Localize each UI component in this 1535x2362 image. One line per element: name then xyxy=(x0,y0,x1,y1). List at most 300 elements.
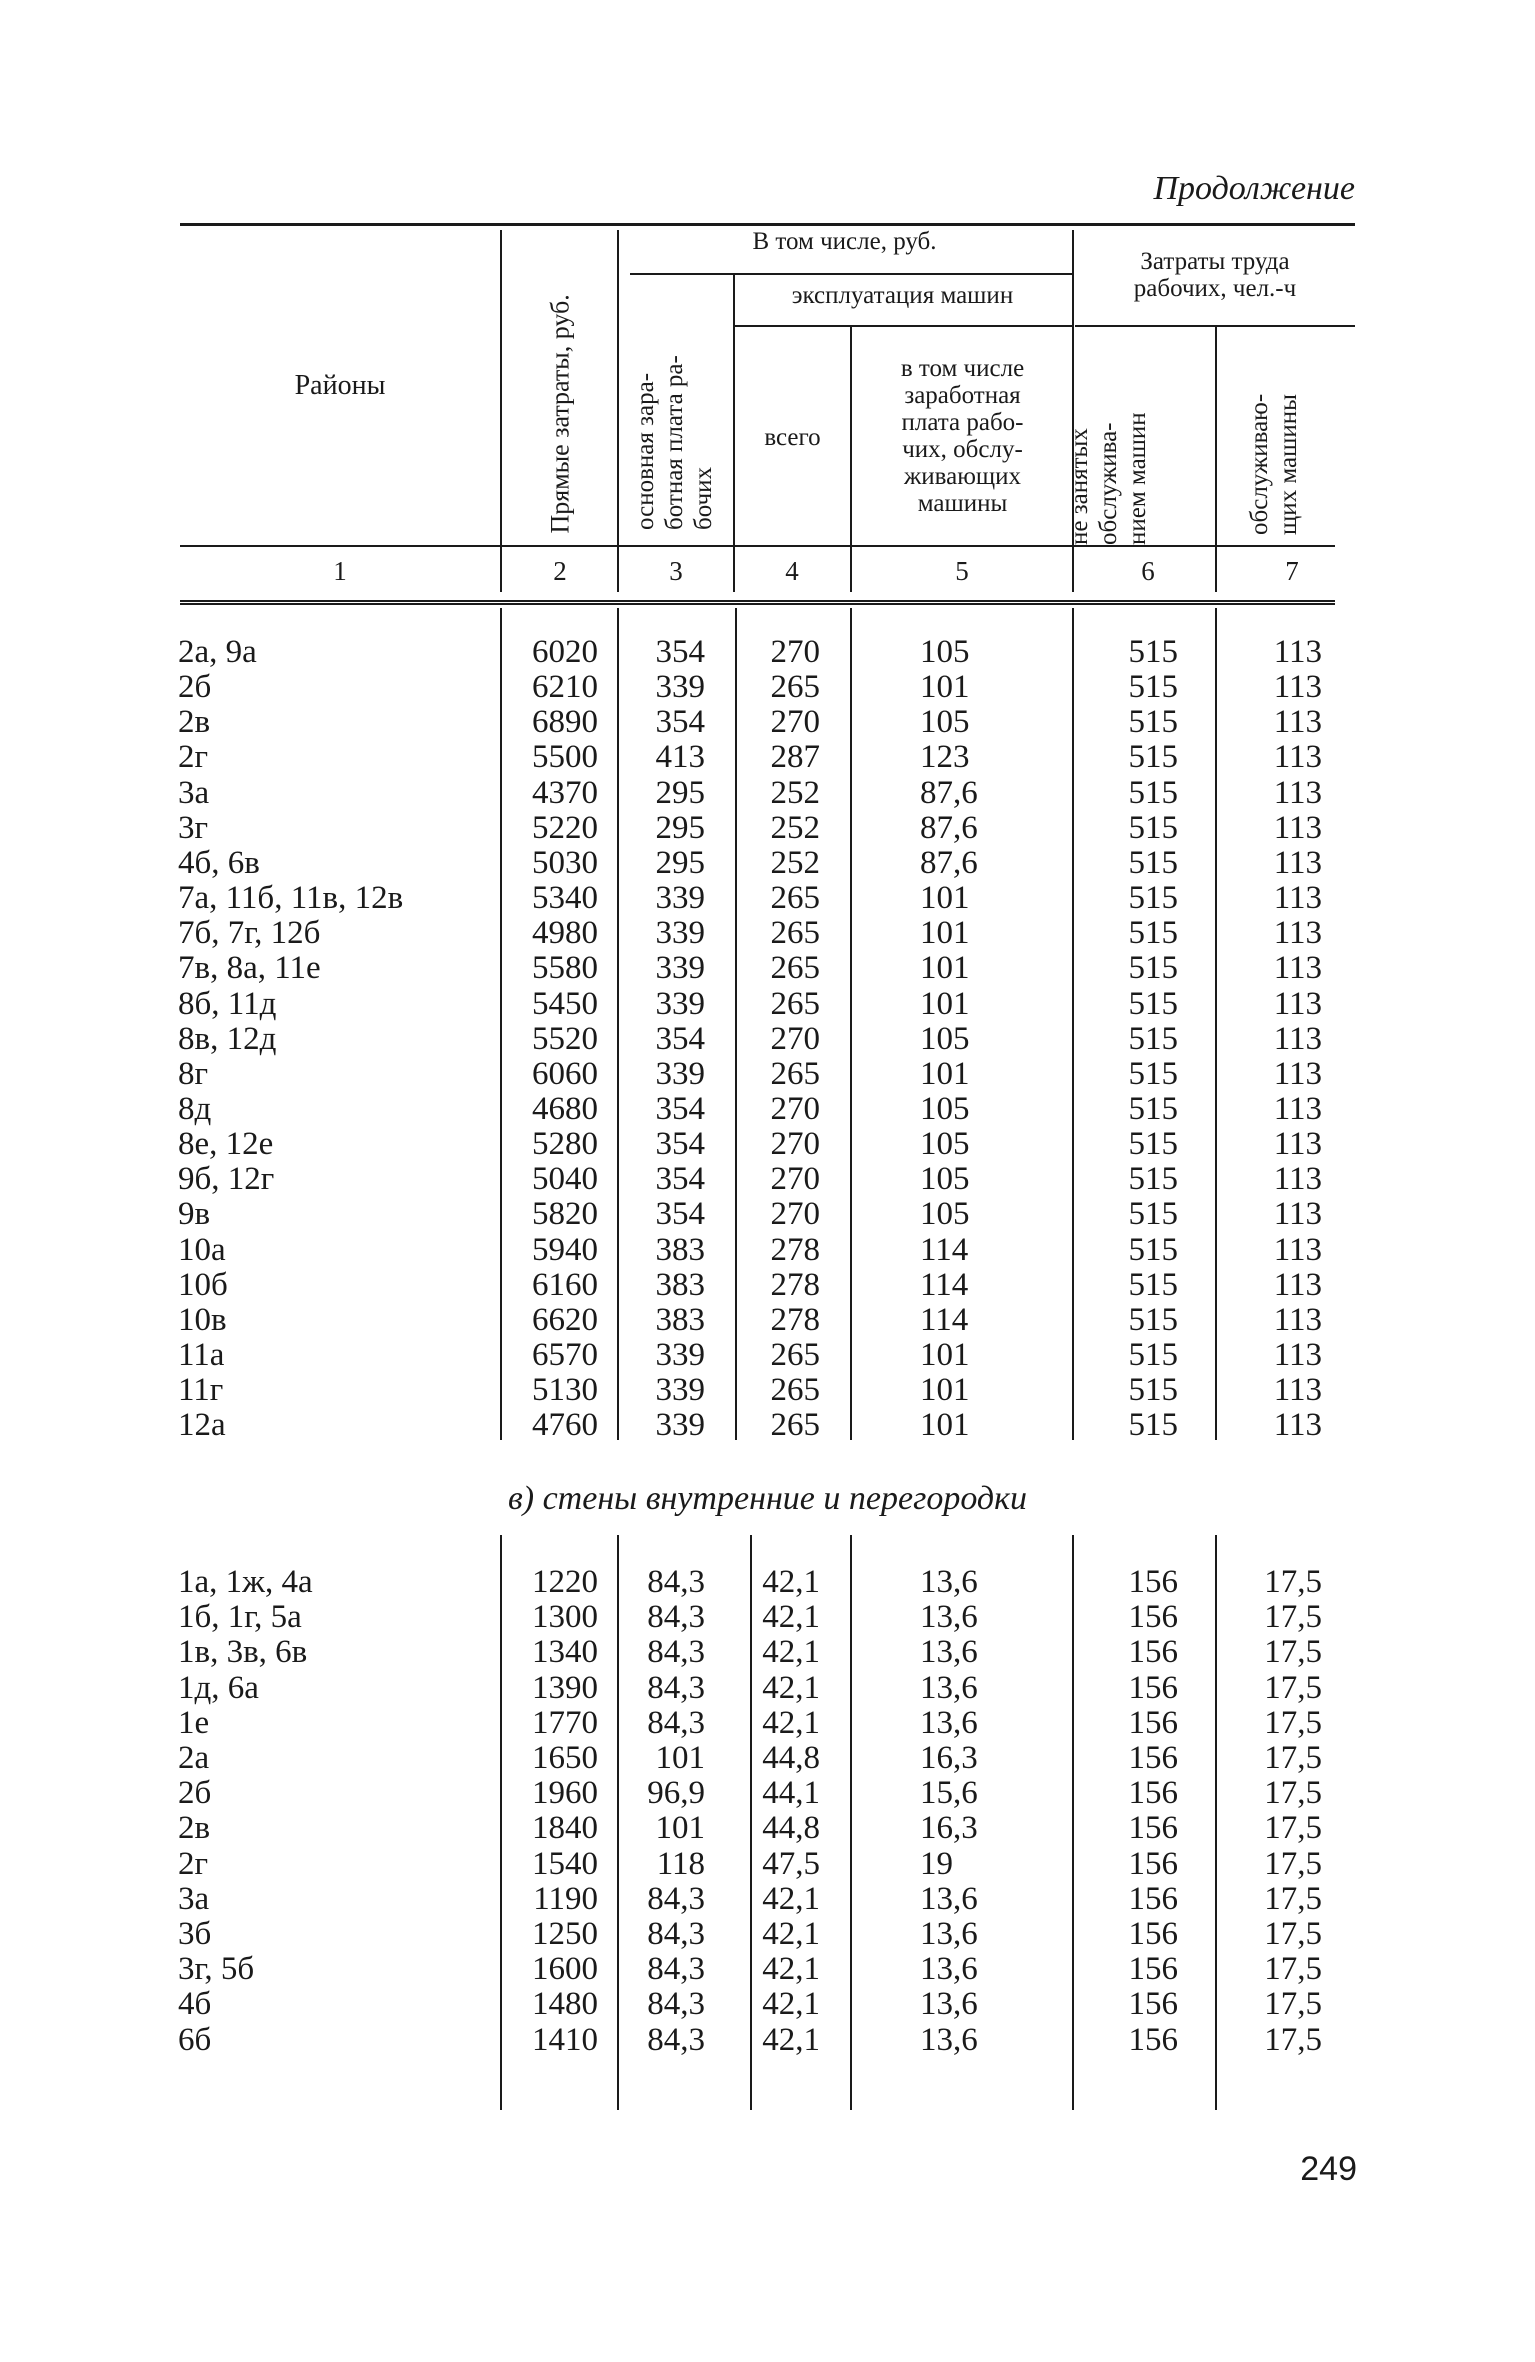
table-cell-c4: 252 xyxy=(770,809,820,846)
district-label: 9б, 12г xyxy=(178,1161,275,1198)
header-machines: эксплуатация машин xyxy=(791,282,1014,309)
table-cell-c2: 1540 xyxy=(532,1845,598,1882)
table-cell-c2: 1770 xyxy=(532,1704,598,1741)
column-number: 5 xyxy=(955,556,969,586)
table-cell-c2: 6890 xyxy=(532,704,598,741)
table-cell-c3: 339 xyxy=(655,985,705,1022)
table-cell-c5: 15,6 xyxy=(920,1775,978,1812)
table-cell-c7: 17,5 xyxy=(1264,1775,1322,1812)
table-cell-c3: 339 xyxy=(655,1407,705,1444)
table-cell-c5: 105 xyxy=(920,634,970,670)
table-cell-c4: 265 xyxy=(770,880,820,917)
table-cell-c2: 5580 xyxy=(532,950,598,987)
table-cell-c3: 354 xyxy=(655,1090,705,1127)
table-cell-c2: 4680 xyxy=(532,1090,598,1127)
vrule xyxy=(1215,608,1217,1440)
table-cell-c5: 16,3 xyxy=(920,1740,978,1776)
table-cell-c7: 113 xyxy=(1273,1090,1322,1127)
table-cell-c4: 270 xyxy=(770,1196,820,1233)
table-cell-c2: 6160 xyxy=(532,1266,598,1303)
district-label: 2в xyxy=(178,1810,211,1847)
table-cell-c7: 17,5 xyxy=(1264,1669,1322,1706)
table-cell-c6: 515 xyxy=(1128,1337,1178,1373)
table-cell-c4: 42,1 xyxy=(762,1880,820,1917)
table-cell-c2: 4980 xyxy=(532,915,598,952)
table-cell-c7: 113 xyxy=(1273,1196,1322,1233)
district-label: 3а xyxy=(178,1880,210,1917)
table-cell-c2: 1390 xyxy=(532,1669,598,1706)
table-cell-c2: 5340 xyxy=(532,880,598,917)
table-cell-c4: 270 xyxy=(770,634,820,670)
column-number: 2 xyxy=(553,556,567,586)
table-cell-c5: 123 xyxy=(920,739,970,776)
district-label: 8д xyxy=(178,1090,212,1127)
table-cell-c2: 6210 xyxy=(532,669,598,706)
column-number: 6 xyxy=(1141,556,1155,586)
table-cell-c5: 105 xyxy=(920,1020,970,1057)
table-cell-c6: 515 xyxy=(1128,1372,1178,1409)
table-cell-c6: 515 xyxy=(1128,915,1178,952)
table-cell-c4: 265 xyxy=(770,1372,820,1409)
table-cell-c6: 515 xyxy=(1128,1126,1178,1163)
table-cell-c7: 17,5 xyxy=(1264,2021,1322,2058)
table-cell-c5: 13,6 xyxy=(920,1880,978,1917)
table-cell-c4: 44,8 xyxy=(762,1810,820,1847)
table-cell-c7: 113 xyxy=(1273,1337,1322,1373)
table-cell-c5: 13,6 xyxy=(920,1986,978,2023)
table-cell-c6: 156 xyxy=(1128,1916,1178,1952)
table-cell-c5: 16,3 xyxy=(920,1810,978,1847)
table-cell-c4: 270 xyxy=(770,1090,820,1127)
table-cell-c5: 105 xyxy=(920,1161,970,1198)
district-label: 8е, 12е xyxy=(178,1126,274,1163)
table-cell-c3: 84,3 xyxy=(647,1564,705,1600)
vrule xyxy=(750,1535,752,2110)
table-cell-c5: 13,6 xyxy=(920,1669,978,1706)
table-cell-c4: 47,5 xyxy=(762,1845,820,1882)
vrule xyxy=(850,1535,852,2110)
table-cell-c3: 354 xyxy=(655,634,705,670)
table-cell-c4: 270 xyxy=(770,1020,820,1057)
table-cell-c7: 113 xyxy=(1273,1161,1322,1198)
table-cell-c7: 17,5 xyxy=(1264,1564,1322,1600)
vrule xyxy=(850,327,852,592)
table-cell-c3: 339 xyxy=(655,950,705,987)
table-cell-c3: 101 xyxy=(655,1740,705,1776)
table-cell-c5: 13,6 xyxy=(920,2021,978,2058)
district-label: 2б xyxy=(178,669,212,706)
table-cell-c4: 252 xyxy=(770,844,820,881)
table-cell-c5: 101 xyxy=(920,1337,970,1373)
vrule xyxy=(735,608,737,1440)
table-cell-c3: 84,3 xyxy=(647,1951,705,1988)
table-cell-c6: 515 xyxy=(1128,1161,1178,1198)
vrule xyxy=(500,608,502,1440)
table-cell-c3: 101 xyxy=(655,1810,705,1847)
header-districts: Районы xyxy=(294,370,386,401)
table-cell-c2: 6060 xyxy=(532,1055,598,1092)
table-cell-c5: 13,6 xyxy=(920,1564,978,1600)
table-cell-c2: 5130 xyxy=(532,1372,598,1409)
table-cell-c3: 339 xyxy=(655,880,705,917)
district-label: 10а xyxy=(178,1231,226,1268)
table-cell-c4: 265 xyxy=(770,1407,820,1444)
table-cell-c3: 354 xyxy=(655,1161,705,1198)
vrule xyxy=(850,608,852,1440)
table-cell-c2: 5040 xyxy=(532,1161,598,1198)
table-cell-c3: 339 xyxy=(655,1055,705,1092)
table-cell-c2: 1840 xyxy=(532,1810,598,1847)
table-cell-c7: 17,5 xyxy=(1264,1599,1322,1636)
table-cell-c5: 105 xyxy=(920,1090,970,1127)
table-cell-c4: 252 xyxy=(770,774,820,811)
district-label: 1е xyxy=(178,1704,210,1741)
table-cell-c5: 19 xyxy=(920,1845,953,1882)
table-cell-c4: 278 xyxy=(770,1231,820,1268)
district-label: 7б, 7г, 12б xyxy=(178,915,321,952)
district-label: 12а xyxy=(178,1407,226,1444)
table-cell-c7: 17,5 xyxy=(1264,1704,1322,1741)
table-cell-c4: 265 xyxy=(770,1055,820,1092)
table-cell-c4: 265 xyxy=(770,669,820,706)
header-rule-machines xyxy=(735,325,1072,327)
table-cell-c5: 87,6 xyxy=(920,844,978,881)
table-cell-c2: 5280 xyxy=(532,1126,598,1163)
table-cell-c6: 156 xyxy=(1128,1634,1178,1671)
table-cell-c7: 17,5 xyxy=(1264,1845,1322,1882)
table-cell-c2: 1480 xyxy=(532,1986,598,2023)
table-cell-c7: 17,5 xyxy=(1264,1810,1322,1847)
table-cell-c6: 156 xyxy=(1128,1704,1178,1741)
table-cell-c2: 1410 xyxy=(532,2021,598,2058)
table-cell-c7: 113 xyxy=(1273,1372,1322,1409)
table-cell-c3: 84,3 xyxy=(647,1880,705,1917)
table-cell-c4: 265 xyxy=(770,915,820,952)
table-cell-c6: 156 xyxy=(1128,1845,1178,1882)
table-cell-c6: 515 xyxy=(1128,1020,1178,1057)
table-cell-c3: 354 xyxy=(655,704,705,741)
table-cell-c4: 270 xyxy=(770,1126,820,1163)
table-cell-c3: 84,3 xyxy=(647,1669,705,1706)
table-cell-c7: 17,5 xyxy=(1264,1916,1322,1952)
table-cell-c5: 101 xyxy=(920,915,970,952)
table-cell-c6: 156 xyxy=(1128,1740,1178,1776)
table-cell-c3: 295 xyxy=(655,809,705,846)
header-total: всего xyxy=(764,424,821,451)
table-cell-c7: 113 xyxy=(1273,880,1322,917)
district-label: 10б xyxy=(178,1266,228,1303)
header-base-wages: основная зара- ботная плата ра- бочих xyxy=(632,355,717,530)
table-cell-c6: 515 xyxy=(1128,985,1178,1022)
table-cell-c3: 96,9 xyxy=(647,1775,705,1812)
table-cell-c2: 1960 xyxy=(532,1775,598,1812)
table-cell-c3: 339 xyxy=(655,1372,705,1409)
table-cell-c2: 1190 xyxy=(533,1880,598,1917)
table-cell-c4: 42,1 xyxy=(762,1916,820,1952)
district-label: 3г, 5б xyxy=(178,1951,255,1988)
table-cell-c7: 113 xyxy=(1273,1020,1322,1057)
table-cell-c3: 413 xyxy=(655,739,705,776)
table-cell-c2: 5520 xyxy=(532,1020,598,1057)
district-label: 1д, 6а xyxy=(178,1669,259,1706)
continuation-label: Продолжение xyxy=(1153,170,1355,207)
table-cell-c7: 113 xyxy=(1273,739,1322,776)
table-cell-c6: 515 xyxy=(1128,774,1178,811)
table-cell-c4: 42,1 xyxy=(762,1669,820,1706)
table-cell-c4: 278 xyxy=(770,1266,820,1303)
district-label: 11г xyxy=(178,1372,224,1409)
table-cell-c4: 270 xyxy=(770,1161,820,1198)
table-cell-c3: 339 xyxy=(655,915,705,952)
table-cell-c6: 515 xyxy=(1128,704,1178,741)
table-cell-c4: 42,1 xyxy=(762,1704,820,1741)
table-cell-c7: 113 xyxy=(1273,1231,1322,1268)
table-cell-c7: 113 xyxy=(1273,1266,1322,1303)
table-cell-c2: 1250 xyxy=(532,1916,598,1952)
table-cell-c3: 84,3 xyxy=(647,1916,705,1952)
table-cell-c2: 1340 xyxy=(532,1634,598,1671)
district-label: 4б xyxy=(178,1986,212,2023)
table-cell-c2: 5940 xyxy=(532,1231,598,1268)
district-label: 8г xyxy=(178,1055,209,1092)
table-cell-c7: 17,5 xyxy=(1264,1634,1322,1671)
table-cell-c5: 101 xyxy=(920,1055,970,1092)
district-label: 3г xyxy=(178,809,209,846)
table-cell-c6: 515 xyxy=(1128,950,1178,987)
district-label: 4б, 6в xyxy=(178,844,260,881)
table-cell-c7: 113 xyxy=(1273,1126,1322,1163)
table-cell-c4: 287 xyxy=(770,739,820,776)
table-cell-c7: 17,5 xyxy=(1264,1740,1322,1776)
table-cell-c6: 515 xyxy=(1128,1266,1178,1303)
table-cell-c4: 42,1 xyxy=(762,1634,820,1671)
table-cell-c4: 42,1 xyxy=(762,1986,820,2023)
table-cell-c2: 1650 xyxy=(532,1740,598,1776)
district-label: 3а xyxy=(178,774,210,811)
table-cell-c2: 5030 xyxy=(532,844,598,881)
table-cell-c5: 105 xyxy=(920,1196,970,1233)
table-cell-c3: 84,3 xyxy=(647,1704,705,1741)
table-cell-c7: 113 xyxy=(1273,704,1322,741)
district-label: 7в, 8а, 11е xyxy=(178,950,321,987)
table-cell-c3: 295 xyxy=(655,774,705,811)
table-cell-c2: 1600 xyxy=(532,1951,598,1988)
table-cell-c7: 113 xyxy=(1273,634,1322,670)
table-cell-c5: 13,6 xyxy=(920,1916,978,1952)
table-cell-c6: 515 xyxy=(1128,739,1178,776)
header-group-rub: В том числе, руб. xyxy=(752,228,937,255)
table-cell-c6: 515 xyxy=(1128,1055,1178,1092)
table-cell-c6: 156 xyxy=(1128,2021,1178,2058)
table-cell-c5: 87,6 xyxy=(920,774,978,811)
table-cell-c4: 44,1 xyxy=(762,1775,820,1812)
table-cell-c6: 156 xyxy=(1128,1564,1178,1600)
table-cell-c2: 4760 xyxy=(532,1407,598,1444)
table-cell-c3: 354 xyxy=(655,1126,705,1163)
vrule xyxy=(1215,1535,1217,2110)
header-direct-costs: Прямые затраты, руб. xyxy=(545,294,575,534)
table-cell-c3: 339 xyxy=(655,669,705,706)
table-cell-c4: 42,1 xyxy=(762,1599,820,1636)
table-cell-c5: 101 xyxy=(920,1407,970,1444)
district-label: 9в xyxy=(178,1196,211,1233)
table-cell-c5: 105 xyxy=(920,704,970,741)
table-cell-c5: 114 xyxy=(920,1231,969,1268)
vrule xyxy=(617,1535,619,2110)
vrule xyxy=(617,608,619,1440)
table-cell-c7: 113 xyxy=(1273,1055,1322,1092)
table-cell-c2: 1220 xyxy=(532,1564,598,1600)
table-cell-c6: 515 xyxy=(1128,669,1178,706)
table-cell-c6: 515 xyxy=(1128,634,1178,670)
table-cell-c5: 101 xyxy=(920,880,970,917)
table-cell-c5: 114 xyxy=(920,1301,969,1338)
table-cell-c5: 101 xyxy=(920,985,970,1022)
header-numbers-rule xyxy=(180,600,1335,602)
section2-title: в) стены внутренние и перегородки xyxy=(508,1480,1027,1517)
table-cell-c7: 113 xyxy=(1273,915,1322,952)
district-label: 2б xyxy=(178,1775,212,1812)
table-cell-c3: 84,3 xyxy=(647,1634,705,1671)
district-label: 3б xyxy=(178,1916,212,1952)
table-cell-c2: 6570 xyxy=(532,1337,598,1373)
vrule xyxy=(1072,1535,1074,2110)
vrule xyxy=(500,1535,502,2110)
district-label: 11а xyxy=(178,1337,225,1373)
table-cell-c7: 113 xyxy=(1273,669,1322,706)
table-cell-c6: 515 xyxy=(1128,1196,1178,1233)
table-cell-c6: 515 xyxy=(1128,844,1178,881)
table-cell-c5: 13,6 xyxy=(920,1704,978,1741)
table-cell-c4: 278 xyxy=(770,1301,820,1338)
table-cell-c6: 156 xyxy=(1128,1775,1178,1812)
district-label: 6б xyxy=(178,2021,212,2058)
table-cell-c7: 113 xyxy=(1273,1301,1322,1338)
table-cell-c4: 42,1 xyxy=(762,1951,820,1988)
table-cell-c3: 354 xyxy=(655,1196,705,1233)
column-number: 3 xyxy=(669,556,683,586)
table-cell-c6: 515 xyxy=(1128,809,1178,846)
table-cell-c2: 5500 xyxy=(532,739,598,776)
table-cell-c4: 265 xyxy=(770,950,820,987)
vrule xyxy=(500,230,502,592)
table-cell-c4: 42,1 xyxy=(762,1564,820,1600)
district-label: 7а, 11б, 11в, 12в xyxy=(178,880,404,917)
table-cell-c4: 44,8 xyxy=(762,1740,820,1776)
district-label: 10в xyxy=(178,1301,227,1338)
table-cell-c5: 13,6 xyxy=(920,1599,978,1636)
table-cell-c6: 156 xyxy=(1128,1986,1178,2023)
table-cell-c7: 17,5 xyxy=(1264,1880,1322,1917)
table-cell-c2: 5450 xyxy=(532,985,598,1022)
table-cell-c7: 113 xyxy=(1273,774,1322,811)
table-cell-c3: 383 xyxy=(655,1231,705,1268)
header-labor-other: не занятых обслужива- нием машин xyxy=(1066,412,1151,545)
table-cell-c3: 339 xyxy=(655,1337,705,1373)
district-label: 8в, 12д xyxy=(178,1020,277,1057)
table-cell-c6: 515 xyxy=(1128,1301,1178,1338)
table-cell-c2: 6620 xyxy=(532,1301,598,1338)
header-rule-group xyxy=(630,273,1072,275)
district-label: 2в xyxy=(178,704,211,741)
table-cell-c6: 156 xyxy=(1128,1669,1178,1706)
table-cell-c7: 113 xyxy=(1273,950,1322,987)
district-label: 8б, 11д xyxy=(178,985,277,1022)
table-cell-c6: 515 xyxy=(1128,1090,1178,1127)
table-cell-c3: 383 xyxy=(655,1266,705,1303)
table-cell-c2: 5220 xyxy=(532,809,598,846)
table-cell-c4: 42,1 xyxy=(762,2021,820,2058)
table-cell-c6: 515 xyxy=(1128,1407,1178,1444)
header-bottom-rule xyxy=(180,545,1335,547)
table-cell-c6: 515 xyxy=(1128,1231,1178,1268)
table-cell-c7: 113 xyxy=(1273,985,1322,1022)
table-cell-c3: 295 xyxy=(655,844,705,881)
page-number: 249 xyxy=(1300,2150,1357,2188)
table-cell-c3: 84,3 xyxy=(647,1986,705,2023)
header-labor-machines: обслуживаю- щих машины xyxy=(1246,393,1302,535)
table-cell-c5: 87,6 xyxy=(920,809,978,846)
table-cell-c4: 265 xyxy=(770,1337,820,1373)
table-cell-c4: 265 xyxy=(770,985,820,1022)
table-cell-c5: 101 xyxy=(920,1372,970,1409)
table-cell-c7: 113 xyxy=(1273,1407,1322,1444)
table-cell-c7: 113 xyxy=(1273,844,1322,881)
table-cell-c5: 13,6 xyxy=(920,1634,978,1671)
vrule xyxy=(617,230,619,592)
table-cell-c3: 383 xyxy=(655,1301,705,1338)
table-cell-c2: 1300 xyxy=(532,1599,598,1636)
district-label: 1в, 3в, 6в xyxy=(178,1634,308,1671)
table-cell-c5: 114 xyxy=(920,1266,969,1303)
table-cell-c3: 84,3 xyxy=(647,1599,705,1636)
table-cell-c6: 156 xyxy=(1128,1880,1178,1917)
district-label: 2а xyxy=(178,1740,210,1776)
district-label: 2г xyxy=(178,1845,209,1882)
table-cell-c3: 118 xyxy=(656,1845,705,1882)
column-number: 4 xyxy=(785,556,799,586)
table-cell-c7: 17,5 xyxy=(1264,1986,1322,2023)
column-number: 7 xyxy=(1285,556,1299,586)
header-labor: Затраты труда рабочих, чел.-ч xyxy=(1133,248,1297,302)
table-top-rule xyxy=(180,223,1355,226)
table-cell-c6: 156 xyxy=(1128,1810,1178,1847)
table-cell-c5: 13,6 xyxy=(920,1951,978,1988)
section1-top-rule xyxy=(180,603,1335,605)
header-machine-wages: в том числе заработная плата рабо- чих, обслу- живающих машины xyxy=(900,355,1025,517)
table-cell-c6: 156 xyxy=(1128,1951,1178,1988)
table-cell-c4: 270 xyxy=(770,704,820,741)
district-label: 1а, 1ж, 4а xyxy=(178,1564,313,1600)
vrule xyxy=(1072,608,1074,1440)
district-label: 1б, 1г, 5а xyxy=(178,1599,302,1636)
column-number: 1 xyxy=(333,556,347,586)
table-cell-c7: 17,5 xyxy=(1264,1951,1322,1988)
table-cell-c2: 5820 xyxy=(532,1196,598,1233)
table-cell-c3: 84,3 xyxy=(647,2021,705,2058)
table-cell-c7: 113 xyxy=(1273,809,1322,846)
vrule xyxy=(1215,327,1217,592)
table-cell-c2: 4370 xyxy=(532,774,598,811)
district-label: 2г xyxy=(178,739,209,776)
table-cell-c5: 101 xyxy=(920,950,970,987)
table-cell-c6: 515 xyxy=(1128,880,1178,917)
table-cell-c5: 105 xyxy=(920,1126,970,1163)
table-cell-c3: 354 xyxy=(655,1020,705,1057)
table-cell-c5: 101 xyxy=(920,669,970,706)
table-cell-c6: 156 xyxy=(1128,1599,1178,1636)
district-label: 2а, 9а xyxy=(178,634,257,670)
